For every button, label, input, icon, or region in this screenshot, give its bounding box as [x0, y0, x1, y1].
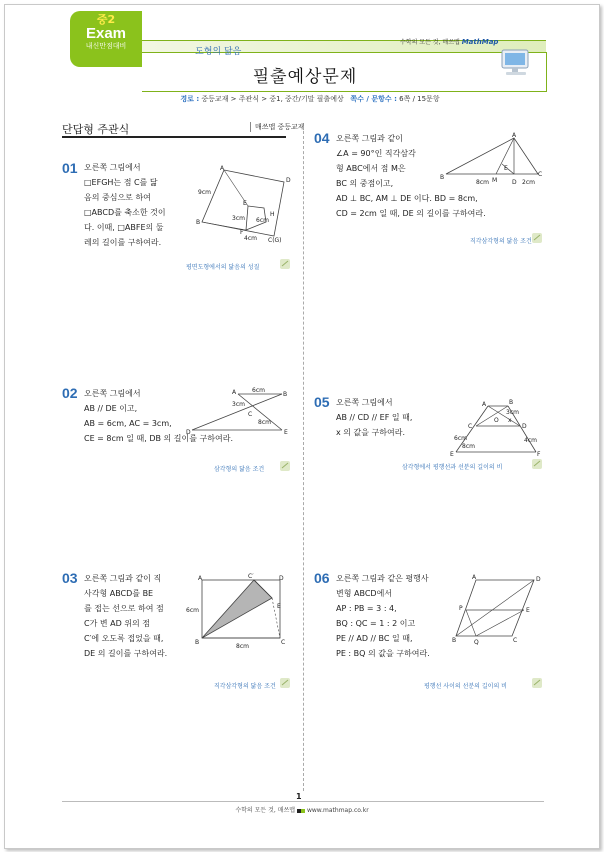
point-label: A — [512, 132, 517, 139]
point-label: B — [452, 637, 457, 644]
point-label: E — [277, 603, 281, 610]
variable-label: x — [508, 417, 512, 424]
memo-icon — [530, 458, 544, 470]
question-line: 를 접는 선으로 하여 점 — [84, 604, 164, 613]
question-line: 오른쪽 그림에서 — [336, 398, 393, 407]
path-label: 경로 : — [180, 95, 200, 103]
point-label: E — [243, 200, 247, 207]
figure-q06 — [452, 572, 544, 644]
question-line: 오른쪽 그림과 같이 직 — [84, 574, 162, 583]
point-label: E — [450, 451, 454, 458]
point-label: H — [270, 211, 275, 218]
footer-url: www.mathmap.co.kr — [306, 807, 369, 814]
question-line: BQ : QC = 1 : 2 이고 — [336, 619, 416, 628]
point-label: A — [472, 574, 477, 581]
exam-sub-label: 내신만점대비 — [85, 42, 127, 50]
memo-icon — [278, 460, 292, 472]
point-label: P — [459, 605, 463, 612]
length-label: 6cm — [256, 217, 269, 224]
exam-label: Exam — [85, 25, 127, 42]
question-line: C가 변 AD 위의 점 — [84, 619, 151, 628]
length-label: 8cm — [462, 443, 475, 450]
question-number: 06 — [314, 570, 330, 586]
concept-hint: 직각삼각형의 닮음 조건 — [214, 683, 276, 690]
point-label: A — [232, 389, 237, 396]
question-line: AB = 6cm, AC = 3cm, — [84, 419, 172, 428]
length-label: 8cm — [258, 419, 271, 426]
point-label: B — [195, 639, 200, 646]
section-tag: 매쓰맵 중등교재 — [250, 122, 305, 132]
point-label: Q — [474, 639, 479, 646]
concept-hint: 평행선 사이의 선분의 길이의 비 — [424, 683, 507, 690]
length-label: 4cm — [244, 235, 257, 242]
memo-icon — [278, 258, 292, 270]
question-number: 03 — [62, 570, 78, 586]
point-label: C(G) — [268, 237, 282, 244]
question-line: ∠A = 90°인 직각삼각 — [336, 149, 416, 158]
computer-monitor-icon — [498, 48, 534, 78]
memo-icon — [530, 232, 544, 244]
memo-icon — [530, 677, 544, 689]
point-label: D — [522, 423, 527, 430]
point-label: F — [240, 229, 244, 236]
tagline-text: 수학의 모든 것, 매쓰맵 — [400, 39, 460, 46]
question-number: 05 — [314, 394, 330, 410]
point-label: D — [186, 429, 191, 436]
length-label: 3cm — [506, 409, 519, 416]
point-label: C — [248, 411, 253, 418]
length-label: 2cm — [522, 179, 535, 186]
question-line: AP : PB = 3 : 4, — [336, 604, 397, 613]
point-label: O — [494, 417, 499, 424]
question-line: x 의 값을 구하여라. — [336, 428, 406, 437]
point-label: D — [286, 177, 291, 184]
footer-text — [200, 805, 404, 814]
point-label: E — [504, 165, 508, 172]
point-label: C′ — [248, 573, 254, 580]
point-label: C — [513, 637, 518, 644]
length-label: 8cm — [476, 179, 489, 186]
question-line: 사각형 ABCD를 BE — [84, 589, 154, 598]
point-label: D — [536, 576, 541, 583]
question-line: □ABCD를 축소한 것이 — [84, 208, 166, 217]
concept-hint: 직각삼각형의 닮음 조건 — [470, 238, 532, 245]
column-divider — [303, 126, 304, 791]
section-rule — [62, 136, 286, 138]
length-label: 6cm — [186, 607, 199, 614]
point-label: D — [279, 575, 284, 582]
length-label: 4cm — [524, 437, 537, 444]
figure-q04 — [440, 132, 545, 190]
question-line: 음의 중심으로 하여 — [84, 193, 151, 202]
point-label: B — [440, 174, 445, 181]
length-label: 3cm — [232, 215, 245, 222]
question-line: DE 의 길이를 구하여라. — [84, 649, 168, 658]
question-line: CD = 2cm 일 때, DE 의 길이를 구하여라. — [336, 209, 486, 218]
pages-value: 6쪽 / 15문항 — [399, 95, 440, 103]
point-label: C — [538, 171, 543, 178]
question-line: 오른쪽 그림에서 — [84, 163, 141, 172]
point-label: C — [468, 423, 473, 430]
memo-icon — [278, 677, 292, 689]
question-number: 01 — [62, 160, 78, 176]
question-line: AB // CD // EF 일 때, — [336, 413, 413, 422]
point-label: B — [196, 219, 201, 226]
length-label: 6cm — [454, 435, 467, 442]
question-line: PE : BQ 의 값을 구하여라. — [336, 649, 430, 658]
question-line: BC 의 중점이고, — [336, 179, 394, 188]
brand-logo: MathMap — [461, 38, 499, 46]
question-text — [336, 395, 456, 440]
concept-hint: 삼각형에서 평행선과 선분의 길이의 비 — [402, 464, 503, 471]
question-line: AB // DE 이고, — [84, 404, 138, 413]
point-label: E — [526, 607, 530, 614]
point-label: A — [198, 575, 203, 582]
point-label: A — [482, 401, 487, 408]
length-label: 6cm — [252, 387, 265, 394]
grade-badge-text — [70, 14, 142, 51]
length-label: 8cm — [236, 643, 249, 650]
question-line: 변형 ABCD에서 — [336, 589, 393, 598]
page-number: 1 — [296, 792, 302, 801]
question-line: 오른쪽 그림과 같은 평행사 — [336, 574, 429, 583]
question-line: 오른쪽 그림에서 — [84, 389, 141, 398]
chapter-name: 도형의 닮음 — [195, 47, 242, 57]
figure-q03 — [186, 572, 292, 654]
question-line: 레의 길이를 구하여라. — [84, 238, 162, 247]
point-label: F — [537, 451, 541, 458]
question-line: PE // AD // BC 일 때, — [336, 634, 413, 643]
point-label: M — [492, 177, 498, 184]
question-text — [84, 160, 194, 250]
question-line: CE = 8cm 일 때, DB 의 길이를 구하여라. — [84, 434, 233, 443]
question-text — [84, 571, 194, 661]
section-title: 단답형 주관식 — [62, 123, 130, 136]
question-line: AD ⊥ BC, AM ⊥ DE 이다. BD = 8cm, — [336, 194, 478, 203]
point-label: C — [281, 639, 286, 646]
point-label: E — [284, 429, 288, 436]
question-line: C′에 오도록 접었을 때, — [84, 634, 164, 643]
figure-q02 — [186, 384, 291, 439]
point-label: B — [283, 391, 288, 398]
question-line: 오른쪽 그림과 같이 — [336, 134, 403, 143]
footer-tagline: 수학의 모든 것, 매쓰맵 — [235, 807, 296, 814]
footer-square-icon — [301, 809, 305, 813]
concept-hint: 삼각형의 닮음 조건 — [214, 466, 265, 473]
point-label: A — [220, 165, 225, 172]
grade-label: 중2 — [96, 13, 116, 26]
page-title: 필출예상문제 — [252, 67, 358, 87]
path-value: 중등교재 > 주관식 > 중1, 중간/기말 필출예상 — [201, 95, 344, 103]
length-label: 3cm — [232, 401, 245, 408]
concept-hint: 평면도형에서의 닮음의 성질 — [186, 264, 260, 271]
figure-q05 — [448, 398, 544, 460]
footer-rule — [62, 801, 544, 802]
question-line: 형 ABC에서 점 M은 — [336, 164, 406, 173]
point-label: D — [512, 179, 517, 186]
breadcrumb — [110, 94, 510, 104]
brand-tagline — [400, 37, 498, 46]
question-number: 02 — [62, 385, 78, 401]
length-label: 9cm — [198, 189, 211, 196]
pages-label: 쪽수 / 문항수 : — [350, 95, 397, 103]
question-text — [336, 571, 466, 661]
point-label: B — [509, 399, 514, 406]
question-line: □EFGH는 점 C를 닮 — [84, 178, 158, 187]
question-number: 04 — [314, 130, 330, 146]
figure-q01 — [192, 160, 292, 250]
question-line: 다. 이때, □ABFE의 둘 — [84, 223, 164, 232]
